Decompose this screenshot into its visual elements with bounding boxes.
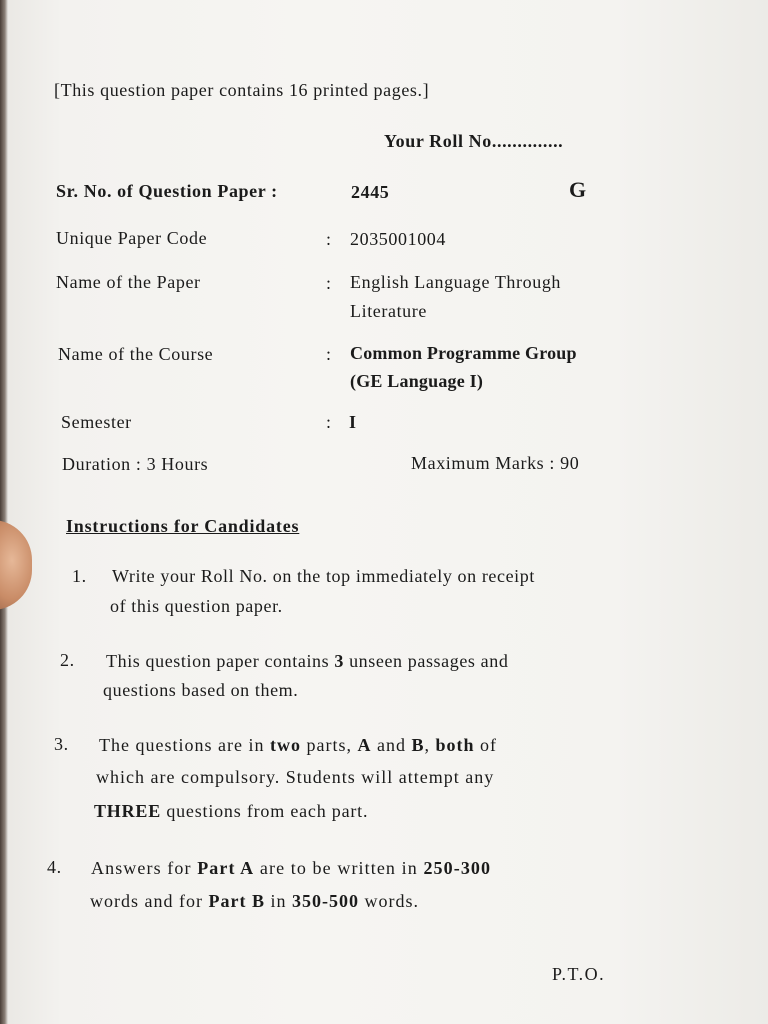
upc-value: 2035001004 bbox=[350, 229, 446, 249]
paper-name-label: Name of the Paper bbox=[56, 272, 201, 292]
semester-label: Semester bbox=[61, 412, 132, 432]
instruction-number: 2. bbox=[60, 650, 75, 670]
roll-no-field: Your Roll No.............. bbox=[384, 131, 564, 151]
course-name-label: Name of the Course bbox=[58, 344, 214, 364]
instruction-2-line1: This question paper contains 3 unseen passages and bbox=[106, 651, 509, 671]
course-name-colon: : bbox=[326, 344, 332, 364]
instructions-heading: Instructions for Candidates bbox=[66, 516, 300, 536]
instruction-4-line1: Answers for Part A are to be written in 250-300 bbox=[91, 858, 492, 878]
pages-note: [This question paper contains 16 printed pages.] bbox=[54, 80, 430, 100]
duration: Duration : 3 Hours bbox=[62, 454, 209, 474]
set-letter: G bbox=[569, 177, 587, 202]
instruction-1-line1: Write your Roll No. on the top immediately on receipt bbox=[112, 566, 535, 586]
paper-name-value-line2: Literature bbox=[350, 301, 427, 321]
upc-label: Unique Paper Code bbox=[56, 228, 208, 248]
page-edge-shadow bbox=[0, 0, 8, 1024]
holding-thumb bbox=[0, 520, 32, 610]
semester-value: I bbox=[349, 412, 357, 432]
instruction-4-line2: words and for Part B in 350-500 words. bbox=[90, 891, 419, 911]
instruction-number: 4. bbox=[47, 857, 62, 877]
sr-no-value: 2445 bbox=[351, 182, 390, 202]
instruction-3-line3: THREE questions from each part. bbox=[94, 801, 369, 821]
course-name-value-line2: (GE Language I) bbox=[350, 371, 484, 391]
pto-footer: P.T.O. bbox=[552, 964, 606, 984]
paper-name-colon: : bbox=[326, 273, 332, 293]
instruction-number: 3. bbox=[54, 734, 69, 754]
instruction-number: 1. bbox=[72, 566, 87, 586]
upc-colon: : bbox=[326, 229, 332, 249]
instruction-1-line2: of this question paper. bbox=[110, 596, 283, 616]
paper-name-value-line1: English Language Through bbox=[350, 272, 562, 292]
maximum-marks: Maximum Marks : 90 bbox=[411, 453, 580, 473]
course-name-value-line1: Common Programme Group bbox=[350, 343, 577, 363]
sr-no-label: Sr. No. of Question Paper : bbox=[56, 181, 278, 201]
instruction-3-line1: The questions are in two parts, A and B, both of bbox=[99, 735, 497, 755]
semester-colon: : bbox=[326, 412, 332, 432]
instruction-3-line2: which are compulsory. Students will attempt any bbox=[96, 767, 495, 787]
instruction-2-line2: questions based on them. bbox=[103, 680, 299, 700]
